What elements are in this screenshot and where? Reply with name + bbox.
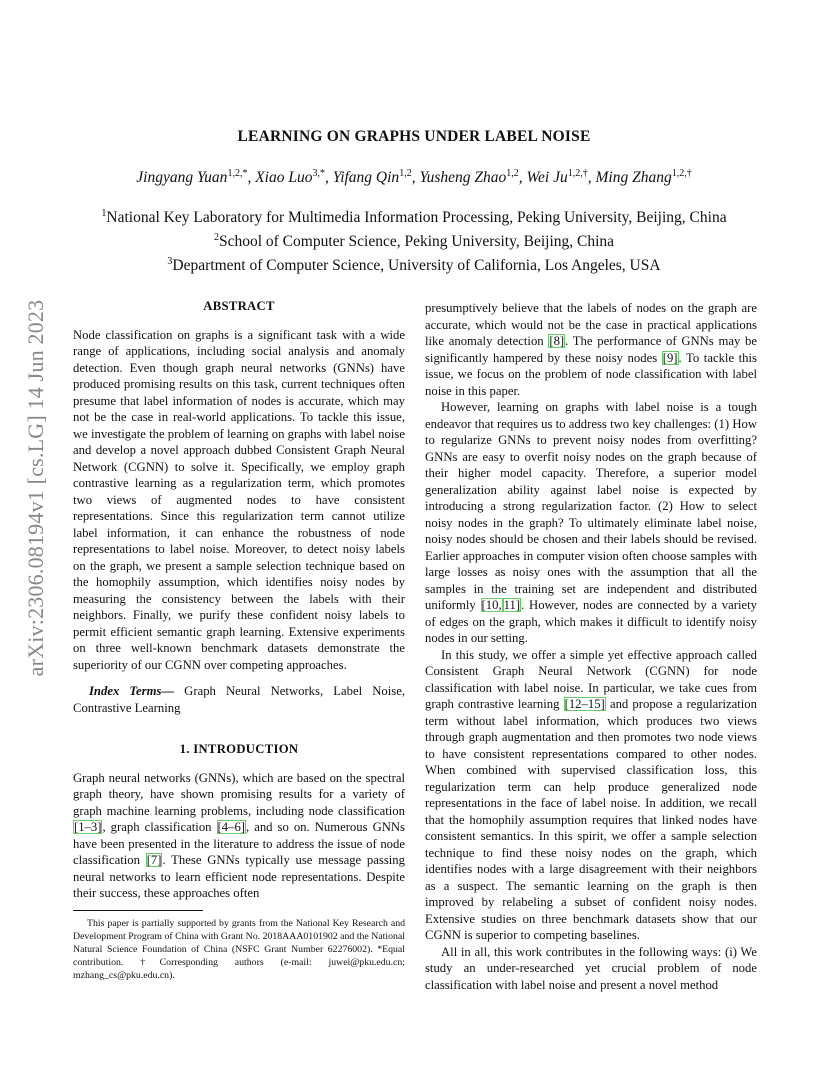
affiliation-text: National Key Laboratory for Multimedia Information Processing, Peking University, Beijing, China bbox=[106, 209, 727, 227]
affiliation-text: School of Computer Science, Peking University, Beijing, China bbox=[218, 233, 615, 251]
intro-paragraph bbox=[425, 647, 757, 944]
author-affiliation-mark: 1,2,† bbox=[567, 168, 588, 179]
intro-paragraph: All in all, this work contributes in the following ways: (i) We study an under-researched yet crucial problem of node classification with label noise and present a novel method bbox=[425, 944, 757, 992]
text-run: , and so on. Numerous GNNs have been presented in the literature to address the issue of node classification bbox=[73, 820, 405, 867]
footnote bbox=[73, 910, 405, 982]
affiliation-line bbox=[0, 252, 828, 276]
citation-link[interactable]: [7] bbox=[146, 853, 162, 867]
citation-link[interactable]: 11] bbox=[503, 598, 521, 612]
text-run: . To tackle this issue, we focus on the problem of node classification with label noise in this paper. bbox=[425, 350, 757, 398]
text-run: . However, nodes are connected by a variety of edges on the graph, which makes it difficult to identify noisy nodes in our setting. bbox=[425, 598, 757, 645]
text-run: Graph neural networks (GNNs), which are based on the spectral graph theory, have shown promising results for a variety of graph machine learning problems, including node classification bbox=[73, 770, 405, 818]
footnote-text: This paper is partially supported by grants from the National Key Research and Development Program of China with Grant No. 2018AAA0101902 and the National Natural Science Foundation of China (NSFC Grant Number 62276002). *Equal contribution. †Corresponding authors (e-mail: juwei@pku.edu.cn; mzhang_cs@pku.edu.cn). bbox=[73, 918, 405, 981]
text-run: . The performance of GNNs may be significantly hampered by these noisy nodes bbox=[425, 334, 757, 365]
paper-title: LEARNING ON GRAPHS UNDER LABEL NOISE bbox=[237, 128, 591, 145]
intro-paragraph bbox=[425, 300, 757, 399]
intro-paragraph bbox=[425, 399, 757, 647]
affiliation-mark: 1 bbox=[101, 208, 107, 219]
footnote-rule bbox=[73, 910, 203, 911]
author-affiliation-mark: 3,* bbox=[312, 168, 325, 179]
author-name: Yifang Qin bbox=[332, 169, 400, 187]
author-name: Yusheng Zhao bbox=[419, 169, 507, 187]
author-list: Jingyang Yuan$^{1,2,*}$, Xiao Luo$^{3,*}$, Yifang Qin$^{1,2}$, Yusheng Zhao$^{1,2}$, Wei $Ju^{1,2,\dagger}$, Ming Zhang$^{1,2,\dagger}$ bbox=[136, 168, 692, 187]
author-name: Ming Zhang bbox=[595, 169, 672, 187]
affiliation-line bbox=[0, 204, 828, 228]
citation-link[interactable]: [10, bbox=[481, 598, 502, 612]
text-run: However, learning on graphs with label noise is a tough endeavor that requires us to address two key challenges: (1) How to regularize GNNs to prevent noisy nodes from overfitting? GNNs are easy to overfit noisy nodes on the graph because of their higher model capacity. Therefore, a superior model generalization ability against label noise is expected by introducing a strong regularization factor. (2) How to select noisy nodes in the graph? To ultimately eliminate label noise, noisy nodes should be chosen and their labels should be revised. Earlier approaches in computer vision often choose samples with large losses as noisy ones with the assumption that all the samples in the training set are independent and distributed uniformly bbox=[425, 400, 757, 612]
abstract-text: Node classification on graphs is a significant task with a wide range of applications, including social analysis and anomaly detection. Even though graph neural networks (GNNs) have produced promising results on this task, current techniques often presume that label information of nodes is accurate, which may not be the case in real-world applications. To tackle this issue, we investigate the problem of learning on graphs with label noise and develop a novel approach dubbed Consistent Graph Neural Network (CGNN) to solve it. Specifically, we employ graph contrastive learning as a regularization term, which promotes two views of augmented nodes to have consistent representations. Since this regularization term cannot utilize label information, it can enhance the robustness of node representations to label noise. Moreover, to detect noisy labels on the graph, we present a sample selection technique based on the homophily assumption, which identifies noisy nodes by measuring the consistency between the labels with their neighbors. Finally, we purify these confident noisy labels to permit efficient semantic graph learning. Extensive experiments on three well-known benchmark datasets demonstrate the superiority of our CGNN over competing approaches. bbox=[73, 327, 405, 672]
text-run: In this study, we offer a simple yet effective approach called Consistent Graph Neural Network (CGNN) for node classification with label noise. In particular, we take cues from graph contrastive learning bbox=[425, 647, 757, 711]
affiliation-mark: 3 bbox=[167, 256, 173, 268]
intro-paragraph bbox=[73, 770, 405, 902]
citation-link[interactable]: [4–6] bbox=[217, 820, 246, 834]
affiliation-text: Department of Computer Science, University of California, Los Angeles, USA bbox=[172, 257, 661, 275]
author-name: Xiao Luo bbox=[255, 169, 313, 187]
text-run: presumptively believe that the labels of nodes on the graph are accurate, which would not be the case in practical applications like anomaly detection bbox=[425, 301, 757, 348]
affiliation-list bbox=[0, 204, 828, 276]
author-name: Jingyang Yuan bbox=[136, 169, 228, 187]
text-run: , graph classification bbox=[102, 820, 217, 834]
citation-link[interactable]: [9] bbox=[662, 350, 678, 365]
text-run: and propose a regularization term without label information, which produces two views through graph augmentation and then promotes two node views to have consistent representations compared to other nodes. When combined with supervised classification loss, this regularization term can help produce generalized node representations in the face of label noise. In addition, we recall that the homophily assumption requires that linked nodes have consistent semantics. In this spirit, we offer a sample selection technique to find these noisy nodes on the graph, which identifies nodes with a large disagreement with their neighbors as a suspect. The semantic learning on the graph is then improved by relabeling a subset of confident noisy nodes. Extensive studies on three benchmark datasets show that our CGNN is superior to competing baselines. bbox=[425, 697, 757, 942]
affiliation-mark: 2 bbox=[213, 232, 219, 244]
introduction-heading: 1. INTRODUCTION bbox=[179, 742, 299, 756]
citation-link[interactable]: [1–3] bbox=[74, 820, 102, 834]
citation-link[interactable]: [12–15] bbox=[564, 697, 605, 711]
arxiv-identifier: arXiv:2306.08194v1 [cs.LG] 14 Jun 2023 bbox=[23, 299, 48, 676]
author-affiliation-mark: 1,2,* bbox=[227, 168, 248, 179]
affiliation-line bbox=[0, 228, 828, 252]
author-affiliation-mark: 1,2 bbox=[399, 168, 412, 179]
index-terms-label: Index Terms— bbox=[89, 684, 175, 698]
author-name: Wei Ju bbox=[526, 169, 568, 187]
index-terms-text: Graph Neural Networks, Label Noise, Contrastive Learning bbox=[73, 684, 405, 715]
left-column bbox=[73, 298, 405, 902]
author-affiliation-mark: 1,2,† bbox=[671, 168, 692, 179]
abstract-heading: ABSTRACT bbox=[203, 299, 275, 313]
arxiv-sidebar-stamp bbox=[18, 290, 54, 685]
text-run: . These GNNs typically use message passing neural networks to learn efficient node representations. Despite their success, these approaches often bbox=[73, 853, 405, 900]
citation-link[interactable]: [8] bbox=[549, 334, 565, 348]
right-column bbox=[425, 300, 757, 993]
author-affiliation-mark: 1,2 bbox=[506, 168, 519, 179]
index-terms bbox=[73, 683, 405, 716]
